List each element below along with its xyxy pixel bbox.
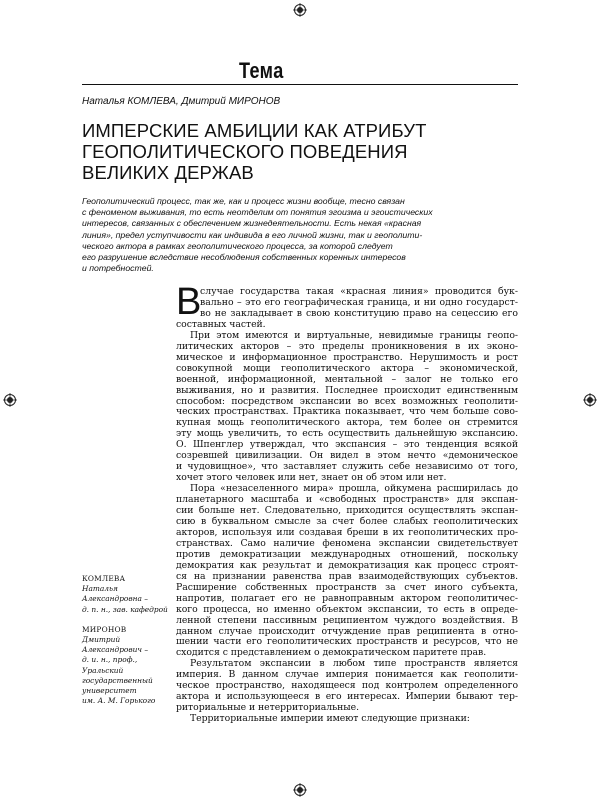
author1-line: Наталья bbox=[82, 584, 118, 594]
body-line: Результатом экспансии в любом типе пространств является bbox=[190, 658, 518, 670]
body-line: Пора «незаселенного мира» прошла, ойкумена расширилась до bbox=[190, 483, 518, 495]
body-line: военной, информационной, ментальной – залог не только его bbox=[176, 373, 518, 385]
body-line: случае государства такая «красная линия» проводится бук- bbox=[200, 286, 518, 297]
body-line: данном случае происходит отчуждение прав реципиента в отно- bbox=[176, 625, 518, 637]
header-rule bbox=[82, 84, 518, 85]
body-line: ческих пространствах. Практика показывает, что чем больше сово- bbox=[176, 406, 518, 418]
body-line: мическое и информационное пространство. Нерушимость и рост bbox=[176, 351, 518, 363]
body-line: планетарного масштаба и «свободных пространств» для экспан- bbox=[176, 494, 518, 506]
author2-line: Уральский bbox=[82, 665, 124, 675]
body-line: созревшей цивилизации. Он видел в этом нечто «демоническое bbox=[176, 450, 518, 462]
body-line: против демократизации международных отношений, поскольку bbox=[176, 548, 518, 560]
body-line: ся на признании равенства прав взаимодействующих субъектов. bbox=[176, 570, 518, 582]
abstract-line: с феноменом выживания, то есть неотделим от понятия эгоизма и эгоистических bbox=[82, 207, 433, 218]
author2-line: государственный bbox=[82, 675, 153, 685]
body-line: империя. В данном случае империя понимается как геополити- bbox=[176, 669, 518, 681]
body-line: во не закладывает в свою конституцию право на сецессию его bbox=[200, 307, 518, 319]
author2-name: МИРОНОВ bbox=[82, 624, 127, 634]
body-line: способом: посредством экспансии во всех возможных геополити- bbox=[176, 395, 518, 407]
registration-mark-bottom bbox=[293, 783, 307, 797]
article-title bbox=[82, 120, 502, 183]
author2-line: Александрович – bbox=[82, 645, 149, 655]
title-line: ИМПЕРСКИЕ АМБИЦИИ КАК АТРИБУТ bbox=[82, 120, 427, 141]
section-label: Тема bbox=[238, 58, 284, 83]
abstract-line: ческого актора в рамках геополитического процесса, за которой следует bbox=[82, 240, 393, 251]
author-info-sidebar bbox=[82, 574, 178, 706]
body-line: совокупной мощи геополитического актора – экономической, bbox=[176, 362, 518, 374]
body-line: сию в буквальном смысле за счет более слабых геополитических bbox=[176, 516, 518, 527]
body-line: вально – это его географическая граница, и ни одно государст- bbox=[200, 296, 518, 308]
title-line: ВЕЛИКИХ ДЕРЖАВ bbox=[82, 162, 254, 183]
body-line: шении части его геополитических пространств и ресурсов, что не bbox=[176, 636, 518, 648]
body-line: сии больше нет. Следовательно, приходится осуществлять экспан- bbox=[176, 505, 518, 517]
body-line: хочет этого человек или нет, знает он об этом или нет. bbox=[176, 472, 447, 484]
body-line: риториальные и нетерриториальные. bbox=[176, 702, 359, 714]
body-line: литических акторов – это пределы проникновения в их эконо- bbox=[176, 340, 518, 352]
abstract-line: интересов, связанных с обеспечением жизнедеятельности. Есть некая «красная bbox=[82, 218, 422, 229]
body-line: ческое пространство, находящееся под контролем определенного bbox=[176, 680, 518, 692]
body-line: купная мощь геополитического актора, тем более он стремится bbox=[176, 417, 518, 429]
author2-line: Дмитрий bbox=[82, 635, 121, 645]
body-line: Территориальные империи имеют следующие признаки: bbox=[190, 713, 470, 725]
body-line: кого процесса, но именно объектом экспансии, то есть в опреде- bbox=[176, 603, 518, 615]
author2-line: университет bbox=[82, 686, 137, 696]
body-line: напротив, полагает его не равноправным актором геополитичес- bbox=[176, 592, 518, 604]
registration-mark-right bbox=[583, 393, 597, 407]
author2-line: им. А. М. Горького bbox=[82, 696, 156, 706]
body-line: выживания, но и развития. Последнее происходит единственным bbox=[176, 384, 518, 396]
body-line: демократия как результат и демократизация как процесс строят- bbox=[176, 559, 518, 571]
body-line: При этом имеются и виртуальные, невидимые границы геопо- bbox=[190, 329, 518, 341]
author1-line: д. п. н., зав. кафедрой bbox=[82, 604, 168, 614]
body-line: Расширение собственных пространств за счет иного субъекта, bbox=[176, 581, 518, 593]
body-line: и чудовищное», что заставляет служить себе независимо от того, bbox=[176, 461, 518, 473]
author1-line: Александровна – bbox=[82, 594, 148, 604]
body-line: сходится с представлением о демократическом паритете прав. bbox=[176, 647, 487, 659]
abstract-line: и потребностей. bbox=[82, 263, 154, 274]
registration-mark-top bbox=[293, 3, 307, 17]
article-abstract bbox=[82, 196, 433, 274]
body-line: эту мощь увеличить, то есть осуществить дальнейшую экспансию. bbox=[176, 428, 518, 440]
article-authors: Наталья КОМЛЕВА, Дмитрий МИРОНОВ bbox=[82, 96, 281, 107]
author1-name: КОМЛЕВА bbox=[82, 574, 126, 583]
body-line: акторов, используя или создавая бреши в их геополитических про- bbox=[176, 526, 518, 538]
body-line: ленной степени пассивным реципиентом чуждого воздействия. В bbox=[176, 614, 518, 626]
body-line: О. Шпенглер утверждал, что экспансия – это тенденция всякой bbox=[176, 439, 518, 451]
abstract-line: линия», предел уступчивости как индивида в его личной жизни, так и геополити- bbox=[82, 229, 423, 240]
body-line: составных частей. bbox=[176, 318, 266, 330]
author2-line: д. и. н., проф., bbox=[82, 655, 138, 665]
article-body bbox=[176, 320, 518, 725]
abstract-line: его разрушение вследствие несоблюдения собственных коренных интересов bbox=[82, 252, 406, 263]
abstract-line: Геополитический процесс, так же, как и процесс жизни вообще, тесно связан bbox=[82, 196, 405, 206]
drop-cap: В bbox=[176, 281, 202, 323]
body-line: актора и использующееся в его интересах. Империи бывают тер- bbox=[176, 691, 518, 703]
first-paragraph-lines bbox=[200, 287, 518, 320]
registration-mark-left bbox=[3, 393, 17, 407]
title-line: ГЕОПОЛИТИЧЕСКОГО ПОВЕДЕНИЯ bbox=[82, 141, 408, 162]
body-line: странствах. Само наличие феномена экспансии свидетельствует bbox=[176, 537, 518, 549]
